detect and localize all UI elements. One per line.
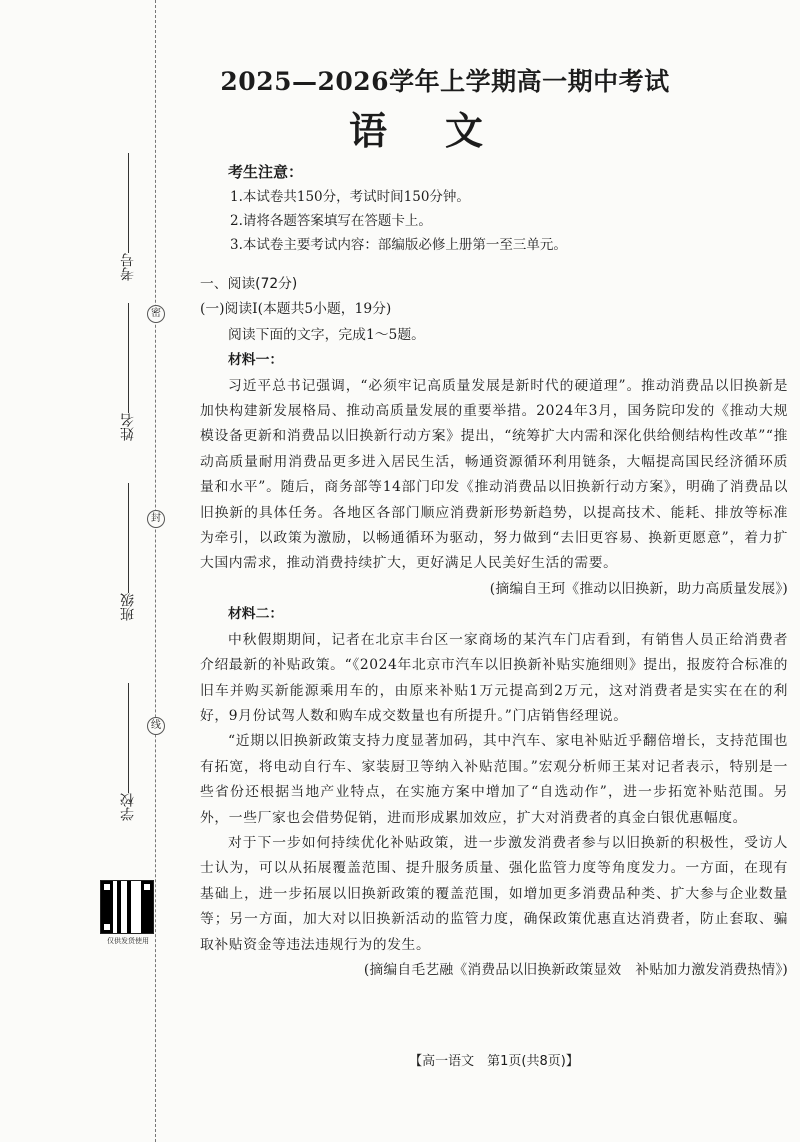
school-label: 学校 bbox=[120, 793, 136, 821]
name-field bbox=[118, 300, 138, 441]
material2-paragraph: 中秋假期期间，记者在北京丰台区一家商场的某汽车门店看到，有销售人员正给消费者介绍最新的补贴政策。“《2024年北京市汽车以旧换新补贴实施细则》提出，报废符合标准的旧车并购买新能源乘用车的，由原来补贴1万元提高到2万元，这对消费者是实实在在的利好，9月份试驾人数和购车成交数量也有所提升。”门店销售经理说。 bbox=[200, 631, 788, 724]
school-field bbox=[118, 680, 138, 821]
subject-title: 语文 bbox=[348, 109, 541, 153]
subsection-heading: (一)阅读Ⅰ(本题共5小题，19分) bbox=[200, 301, 392, 318]
material2-paragraph: “近期以旧换新政策支持力度显著加码，其中汽车、家电补贴近乎翻倍增长，支持范围也有拓宽，将电动自行车、家装厨卫等纳入补贴范围。”宏观分析师王某对记者表示，特别是一些省份还根据当地产业特点，在实施方案中增加了“自选动作”，进一步拓宽补贴范围。另外，一些厂家也会借势促销，进而形成累加效应，扩大对消费者的真金白银优惠幅度。 bbox=[200, 733, 788, 826]
section-heading: 一、阅读(72分) bbox=[200, 276, 298, 292]
notice-item: 2.请将各题答案填写在答题卡上。 bbox=[230, 213, 432, 229]
name-label: 姓名 bbox=[120, 413, 136, 441]
class-field bbox=[118, 480, 138, 621]
exam-number-field bbox=[118, 150, 138, 281]
seal-mark-xian: 线 bbox=[147, 717, 165, 735]
class-label: 班级 bbox=[120, 593, 136, 621]
notice-heading: 考生注意： bbox=[228, 163, 304, 181]
instruction: 阅读下面的文字，完成1～5题。 bbox=[228, 326, 425, 343]
qr-caption: 仅供发货使用 bbox=[107, 937, 149, 945]
exam-title: 2025—2026学年上学期高一期中考试 bbox=[220, 67, 670, 96]
reading-section bbox=[200, 272, 788, 983]
material1-heading: 材料一： bbox=[228, 352, 284, 369]
binding-dashed-line bbox=[155, 0, 156, 1142]
material2-source: (摘编自毛艺融《消费品以旧换新政策显效 补贴加力激发消费热情》) bbox=[363, 961, 788, 978]
material2-paragraph: 对于下一步如何持续优化补贴政策，进一步激发消费者参与以旧换新的积极性，受访人士认为，可以从拓展覆盖范围、提升服务质量、强化监管力度等角度发力。一方面，在现有基础上，进一步拓展以旧换新政策的覆盖范围，如增加更多消费品种类、扩大参与企业数量等；另一方面，加大对以旧换新活动的监管力度，确保政策优惠直达消费者，防止套取、骗取补贴资金等违法违规行为的发生。 bbox=[200, 834, 788, 953]
page-footer: 【高一语文 第1页(共8页)】 bbox=[409, 1054, 579, 1069]
qr-code-icon bbox=[100, 880, 154, 934]
exam-number-label: 考号 bbox=[120, 253, 136, 281]
seal-mark-feng: 封 bbox=[147, 510, 165, 528]
material1-source: (摘编自王珂《推动以旧换新，助力高质量发展》) bbox=[489, 580, 788, 597]
notice-item: 1.本试卷共150分，考试时间150分钟。 bbox=[230, 189, 470, 205]
material2-heading: 材料二： bbox=[228, 606, 284, 623]
notice-item: 3.本试卷主要考试内容：部编版必修上册第一至三单元。 bbox=[230, 237, 567, 253]
notice-list bbox=[230, 185, 567, 257]
seal-mark-mi: 密 bbox=[147, 305, 165, 323]
material1-paragraph: 习近平总书记强调，“必须牢记高质量发展是新时代的硬道理”。推动消费品以旧换新是加快构建新发展格局、推动高质量发展的重要举措。2024年3月，国务院印发的《推动大规模设备更新和消费品以旧换新行动方案》提出，“统筹扩大内需和深化供给侧结构性改革”“推动高质量耐用消费品更多进入居民生活，畅通资源循环利用链条，大幅提高国民经济循环质量和水平”。随后，商务部等14部门印发《推动消费品以旧换新行动方案》，明确了消费品以旧换新的具体任务。各地区各部门顺应消费新形势新趋势，以提高技术、能耗、排放等标准为牵引，以政策为激励，以畅通循环为驱动，努力做到“去旧更容易、换新更愿意”，着力扩大国内需求，推动消费持续扩大，更好满足人民美好生活的需要。 bbox=[200, 377, 788, 572]
